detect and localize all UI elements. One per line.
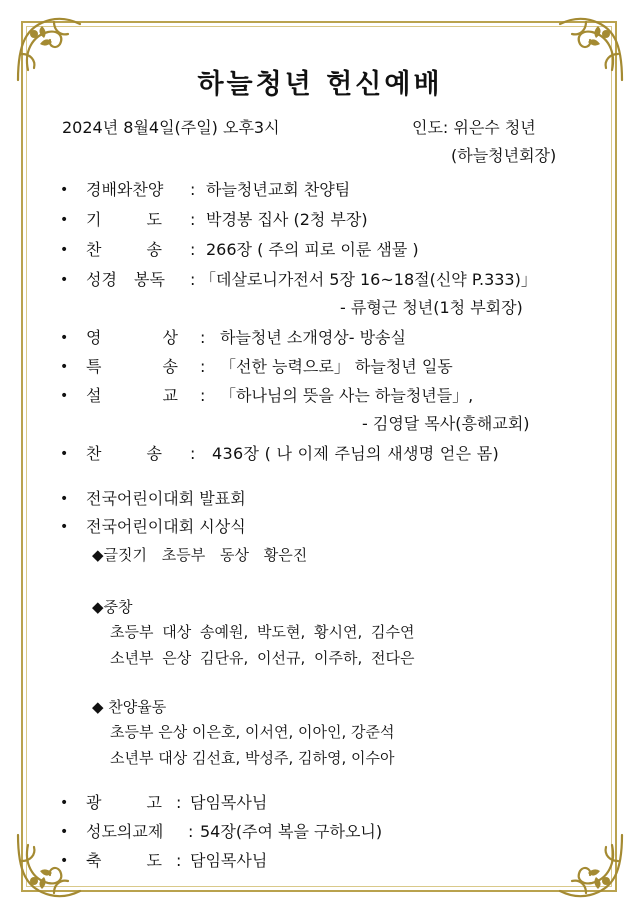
award-choir-title: ◆중창 — [92, 598, 133, 616]
bullet-icon: • — [60, 272, 69, 288]
bullet-icon: • — [60, 824, 69, 840]
program-separator: : — [200, 328, 206, 347]
program-separator: : — [190, 210, 196, 229]
bullet-icon: • — [60, 491, 69, 507]
event-label: 전국어린이대회 발표회 — [86, 489, 246, 508]
closing-label: 광 고 — [86, 793, 162, 812]
program-label: 찬 송 — [86, 240, 162, 259]
program-separator: : — [190, 180, 196, 199]
program-value: 266장 ( 주의 피로 이룬 샘물 ) — [206, 240, 419, 259]
program-separator: : — [190, 444, 196, 463]
closing-value: 담임목사님 — [190, 793, 268, 812]
award-praise-line: 소년부 대상 김선효, 박성주, 김하영, 이수아 — [110, 749, 395, 767]
program-separator: : — [200, 386, 206, 405]
bullet-icon: • — [60, 853, 69, 869]
program-separator: : — [190, 270, 196, 289]
bullet-icon: • — [60, 182, 69, 198]
program-label: 기 도 — [86, 210, 162, 229]
program-label: 설 교 — [86, 386, 178, 405]
program-label: 영 상 — [86, 328, 178, 347]
program-label: 특 송 — [86, 357, 178, 376]
program-reader: - 류형근 청년(1청 부회장) — [340, 298, 523, 317]
corner-ornament-icon — [14, 831, 84, 901]
bullet-icon: • — [60, 519, 69, 535]
program-value: 「하나님의 뜻을 사는 하늘청년들」, — [220, 386, 474, 405]
closing-label: 성도의교제 — [86, 822, 164, 841]
program-value: 「선한 능력으로」 하늘청년 일동 — [220, 357, 453, 376]
award-praise-line: 초등부 은상 이은호, 이서연, 이아인, 강준석 — [110, 723, 395, 741]
closing-separator: : — [176, 851, 182, 870]
program-label: 찬 송 — [86, 444, 162, 463]
bullet-icon: • — [60, 359, 69, 375]
program-label: 경배와찬양 — [86, 180, 164, 199]
bullet-icon: • — [60, 242, 69, 258]
award-praise-title: ◆ 찬양율동 — [92, 698, 167, 716]
program-label: 성경 봉독 — [86, 270, 165, 289]
service-leader-role: (하늘청년회장) — [451, 146, 557, 165]
program-value: 박경봉 집사 (2청 부장) — [206, 210, 368, 229]
service-leader: 인도: 위은수 청년 — [412, 118, 536, 137]
bullet-icon: • — [60, 330, 69, 346]
program-value: 「데살로니가전서 5장 16~18절(신약 P.333)」 — [200, 270, 537, 289]
bullet-icon: • — [60, 795, 69, 811]
award-choir-line: 초등부 대상 송예원, 박도현, 황시연, 김수연 — [110, 623, 415, 641]
program-value: 436장 ( 나 이제 주님의 새생명 얻은 몸) — [212, 444, 500, 463]
program-separator: : — [200, 357, 206, 376]
bullet-icon: • — [60, 446, 69, 462]
bullet-icon: • — [60, 388, 69, 404]
bullet-icon: • — [60, 212, 69, 228]
program-value: 하늘청년교회 찬양팀 — [206, 180, 351, 199]
closing-label: 축 도 — [86, 851, 162, 870]
closing-separator: : — [176, 793, 182, 812]
service-date-time: 2024년 8월4일(주일) 오후3시 — [62, 118, 280, 137]
closing-separator: : — [188, 822, 194, 841]
closing-value: 54장(주여 복을 구하오니) — [200, 822, 383, 841]
corner-ornament-icon — [556, 831, 626, 901]
program-separator: : — [190, 240, 196, 259]
program-value: 하늘청년 소개영상- 방송실 — [220, 328, 406, 347]
event-label: 전국어린이대회 시상식 — [86, 517, 246, 536]
award-writing: ◆글짓기 초등부 동상 황은진 — [92, 546, 308, 564]
page-title: 하늘청년 헌신예배 — [197, 69, 443, 100]
program-preacher: - 김영달 목사(흥해교회) — [362, 414, 530, 433]
closing-value: 담임목사님 — [190, 851, 268, 870]
award-choir-line: 소년부 은상 김단유, 이선규, 이주하, 전다은 — [110, 649, 415, 667]
